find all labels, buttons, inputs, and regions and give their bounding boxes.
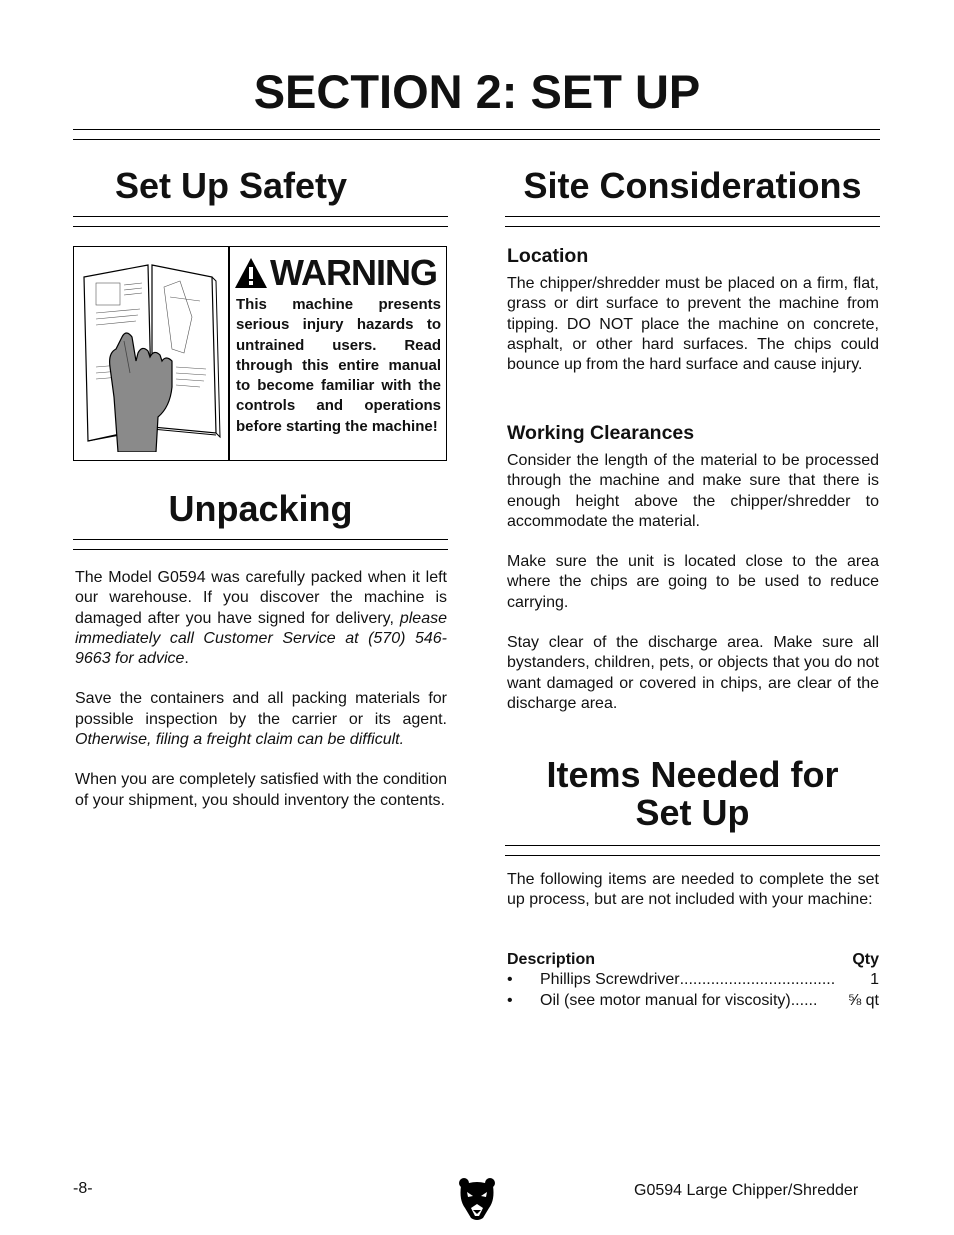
unpacking-p1-end: . (184, 650, 189, 668)
unpacking-p2-text: Save the containers and all packing materials for possible inspection by the carrier or its agent. (75, 690, 447, 728)
unpacking-p2-italic: Otherwise, filing a freight claim can be difficult. (75, 731, 405, 749)
warning-box (73, 246, 447, 461)
items-needed-heading (505, 756, 880, 832)
working-clearances-body (507, 451, 879, 714)
items-intro (507, 870, 879, 911)
warning-text: This machine presents serious injury hazards to untrained users. Read through this entire manual to become familiar with the controls and operations before starting the machine! (236, 296, 441, 435)
grizzly-bear-logo-icon (457, 1176, 497, 1222)
list-item (507, 969, 879, 990)
location-paragraph: The chipper/shredder must be placed on a firm, flat, grass or dirt surface to prevent the machine from tipping. DO NOT place the machine on concrete, asphalt, or other hard surfaces. The chips could bounce up from the hard surface and cause injury. (507, 275, 879, 374)
items-needed-rule (505, 845, 880, 856)
list-item (507, 990, 879, 1011)
items-intro-paragraph: The following items are needed to complete the set up process, but are not included with your machine: (507, 871, 879, 909)
site-considerations-rule (505, 216, 880, 227)
site-considerations-heading: Site Considerations (523, 165, 862, 206)
item-leader: ...... (790, 992, 818, 1009)
working-clearances-heading: Working Clearances (507, 422, 695, 444)
warning-triangle-icon (234, 257, 268, 289)
warning-divider (228, 247, 230, 460)
bullet: • (507, 992, 513, 1009)
manual-reading-hand-icon (80, 257, 222, 452)
unpacking-rule (73, 539, 448, 550)
item-leader: ................................... (679, 971, 836, 988)
footer-model: G0594 Large Chipper/Shredder (634, 1182, 859, 1199)
unpacking-paragraph-2 (75, 689, 447, 750)
clearances-paragraph-3: Stay clear of the discharge area. Make sure all bystanders, children, pets, or objects that you do not want damaged or covered in chips, are clear of the discharge area. (507, 634, 879, 712)
unpacking-paragraph-1 (75, 568, 447, 669)
section-title: SECTION 2: SET UP (253, 65, 701, 118)
section-title-rule (73, 129, 880, 140)
bullet: • (507, 971, 513, 988)
unpacking-heading: Unpacking (168, 488, 353, 529)
items-heading-line-2: Set Up (635, 792, 750, 833)
setup-safety-heading: Set Up Safety (114, 165, 348, 206)
item-name: Phillips Screwdriver (540, 971, 680, 988)
unpacking-p1-text: The Model G0594 was carefully packed when it left our warehouse. If you discover the machine is damaged after you have signed for delivery, (75, 569, 447, 627)
items-heading-line-1: Items Needed for (546, 754, 839, 795)
unpacking-body (75, 568, 447, 811)
location-text (507, 274, 879, 375)
location-heading: Location (507, 245, 589, 267)
items-table-header (507, 951, 879, 969)
clearances-paragraph-2: Make sure the unit is located close to the area where the chips are going to be used to reduce carrying. (507, 553, 879, 611)
unpacking-paragraph-3: When you are completely satisfied with the condition of your shipment, you should inventory the contents. (75, 771, 447, 809)
unpacking-p1-italic: please immediately call Customer Service at (570) 546-9663 for advice (75, 609, 447, 668)
item-name: Oil (see motor manual for viscosity) (540, 992, 791, 1009)
item-qty: ⅝ qt (847, 992, 879, 1009)
page-number: -8- (73, 1180, 93, 1197)
items-col-qty: Qty (852, 951, 879, 968)
warning-word: WARNING (270, 252, 437, 293)
item-qty: 1 (870, 971, 879, 988)
items-col-description: Description (507, 951, 596, 968)
clearances-paragraph-1: Consider the length of the material to be processed through the machine and make sure that there is enough height above the chipper/shredder to accommodate the material. (507, 452, 879, 530)
setup-safety-rule (73, 216, 448, 227)
items-table (507, 951, 879, 1011)
